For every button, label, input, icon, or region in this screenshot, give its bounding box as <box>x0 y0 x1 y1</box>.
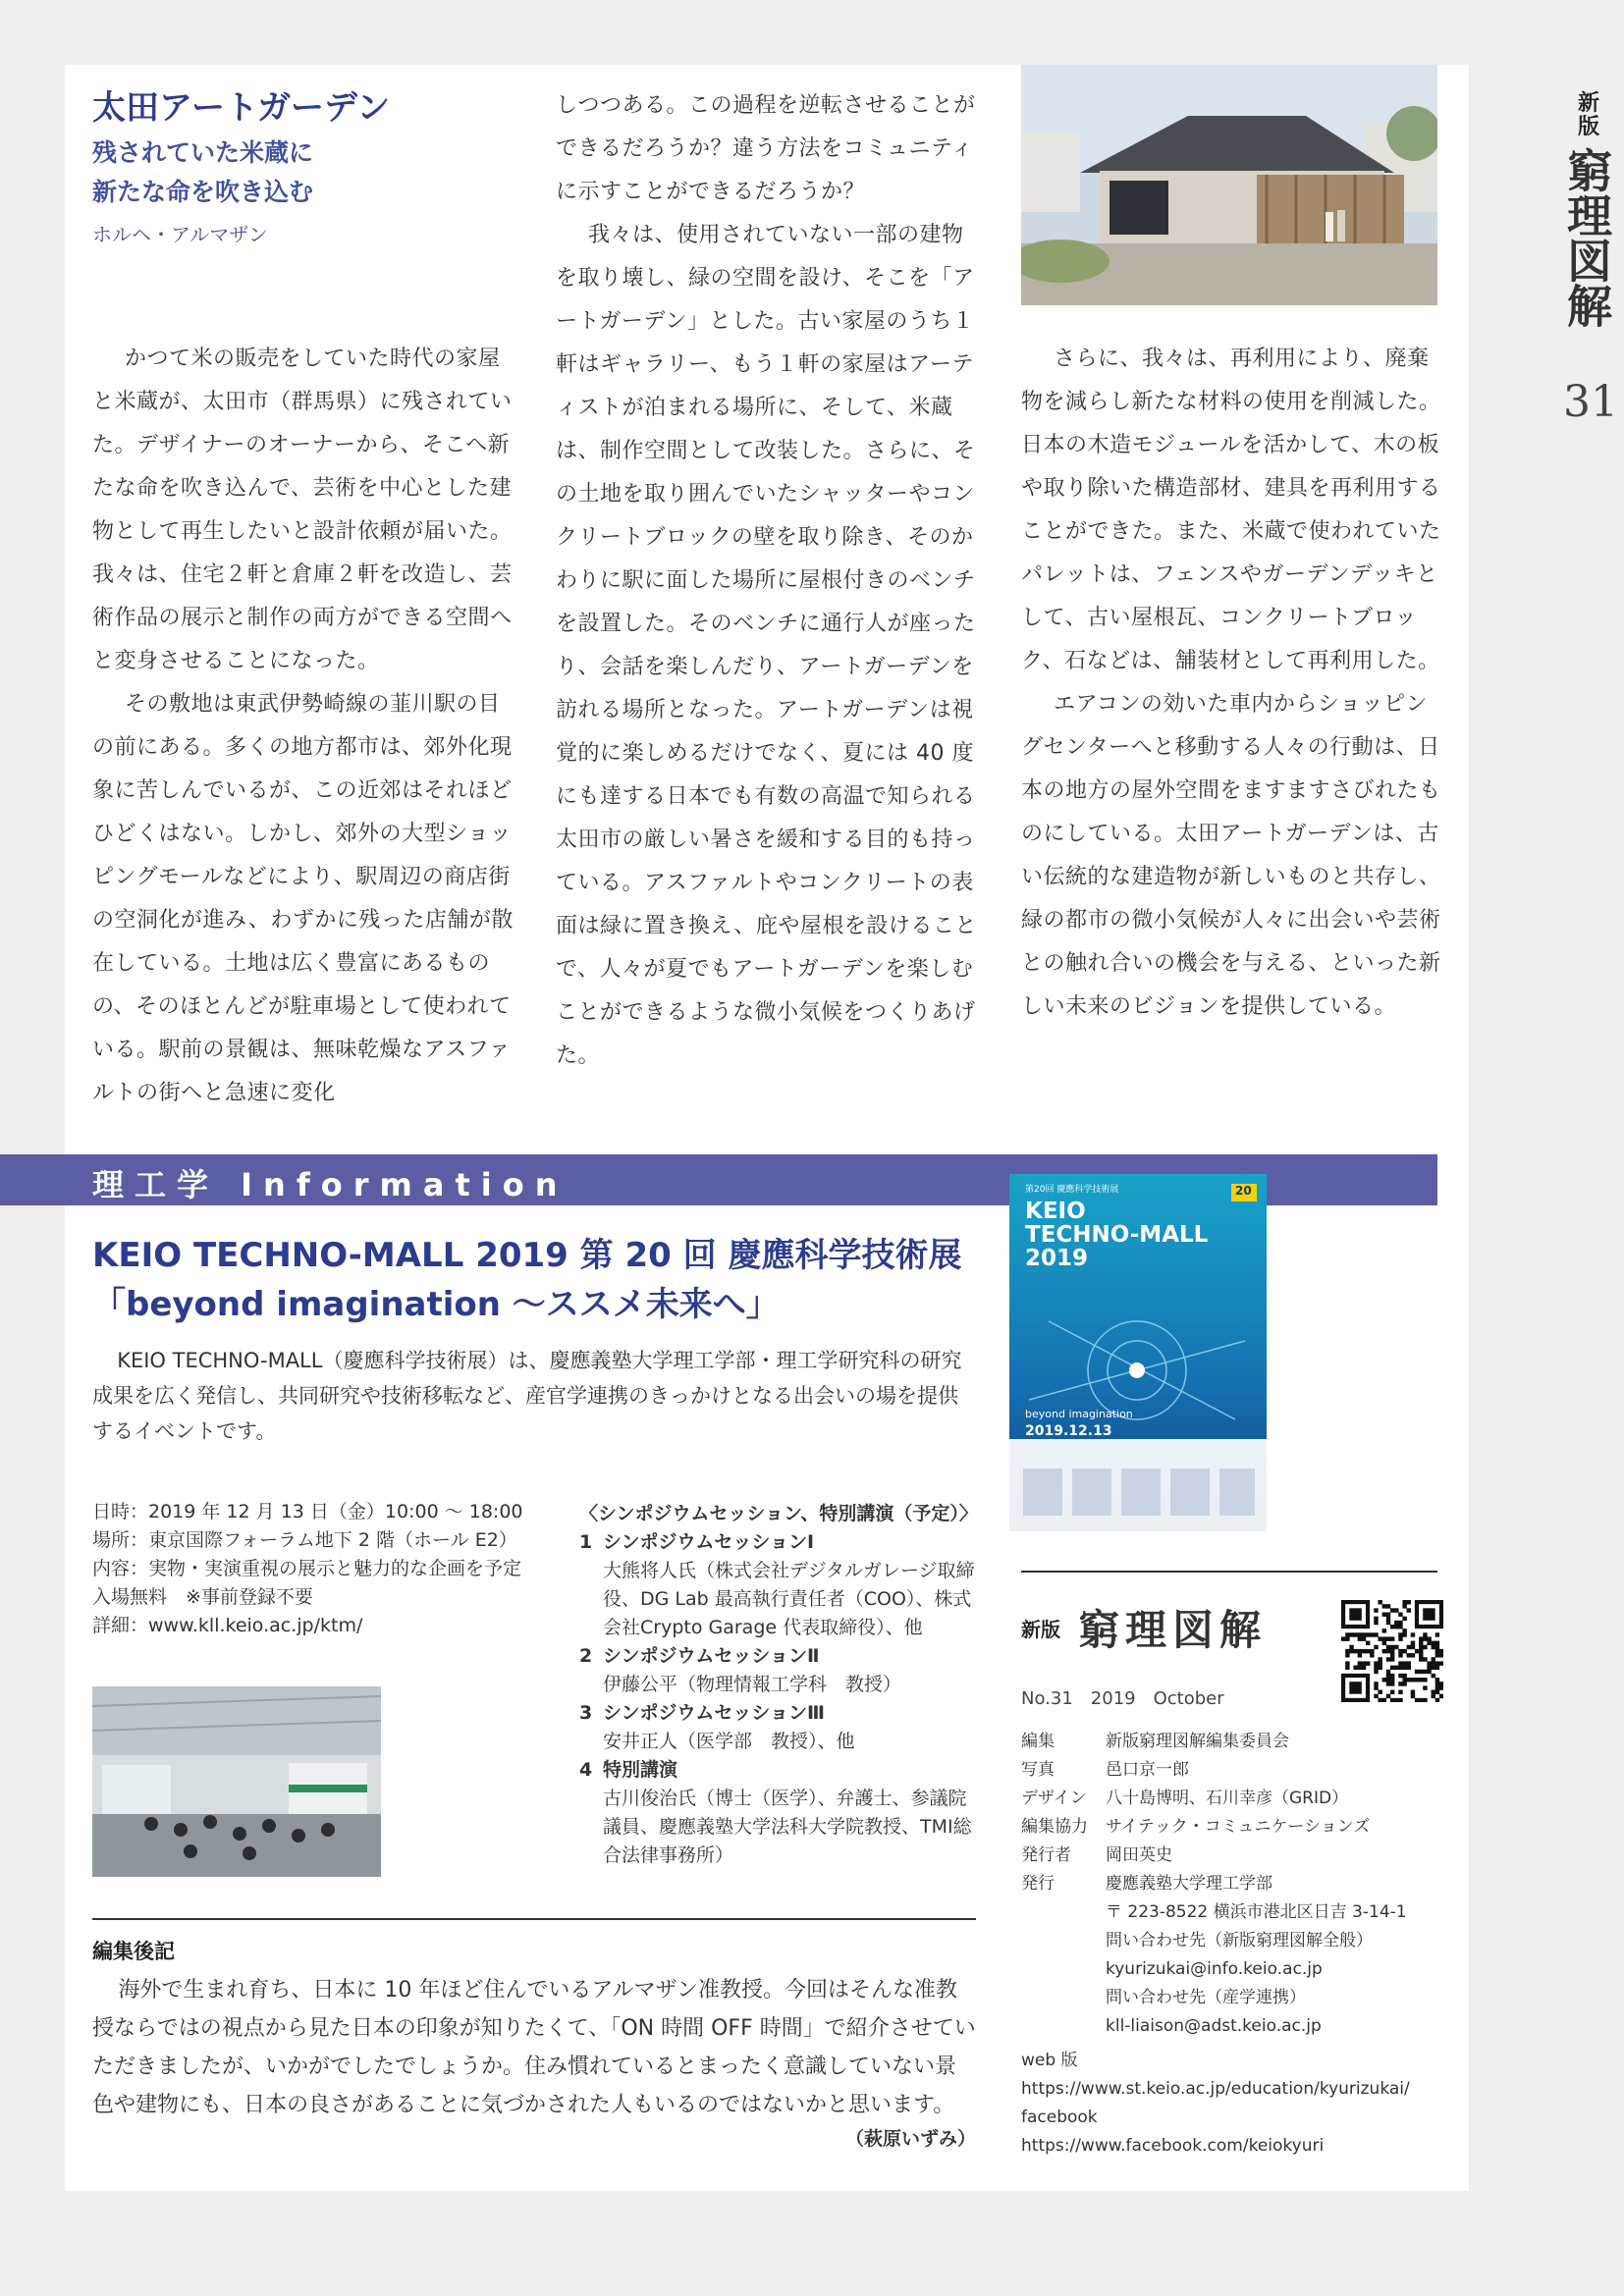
symposium-item <box>579 1528 978 1642</box>
art-garden-photo <box>1021 65 1437 305</box>
credit-key: 編集協力 <box>1021 1817 1088 1837</box>
postscript-divider <box>92 1918 976 1920</box>
postscript-block <box>92 1936 976 2151</box>
col2-paragraph-2: 我々は、使用されていない一部の建物を取り壊し、緑の空間を設け、そこを「アートガーデン」とした。古い家屋のうち１軒はギャラリー、もう１軒の家屋はアーティストが泊まれる場所に、そして、米蔵は、制作空間として改装した。さらに、その土地を取り囲んでいたシャッターやコンクリートブロックの壁を取り除き、そのかわりに駅に面した場所に屋根付きのベンチを設置した。そのベンチに通行人が座ったり、会話を楽しんだり、アートガーデンを訪れる場所となった。アートガーデンは視覚的に楽しめるだけでなく、夏には 40 度にも達する日本でも有数の高温で知られる太田市の厳しい暑さを緩和する目的も持っている。アスファルトやコンクリートの表面は緑に置き換え、庇や屋根を設けることで、人々が夏でもアートガーデンを楽しむことができるような微小気候をつくりあげた。 <box>556 223 977 1068</box>
qr-code-icon[interactable] <box>1341 1600 1443 1702</box>
web-label: web 版 <box>1021 2051 1078 2070</box>
masthead <box>1021 1598 1335 1710</box>
credit-row <box>1021 1785 1437 1813</box>
article-column-2 <box>556 84 980 1078</box>
col2-paragraph-1: しつつある。この過程を逆転させることができるだろうか？違う方法をコミュニティに示すことができるだろうか？ <box>556 93 976 204</box>
credit-key: デザイン <box>1021 1789 1087 1808</box>
credit-value: 邑口京一郎 <box>1106 1760 1189 1780</box>
credit-row <box>1021 1927 1437 1955</box>
event-intro: KEIO TECHNO-MALL（慶應科学技術展）は、慶應義塾大学理工学部・理工学研究科の研究成果を広く発信し、共同研究や技術移転など、産官学連携のきっかけとなる出会いの場を提供するイベントです。 <box>92 1349 962 1443</box>
poster-date: 2019.12.13 <box>1025 1423 1112 1439</box>
side-new-label: 新版 <box>1577 91 1599 139</box>
credit-value[interactable]: kll-liaison@adst.keio.ac.jp <box>1106 2016 1322 2036</box>
credit-value: 岡田英史 <box>1106 1845 1172 1865</box>
credit-key: 編集 <box>1021 1732 1055 1751</box>
col1-paragraph-1: かつて米の販売をしていた時代の家屋と米蔵が、太田市（群馬県）に残されていた。デザイナーのオーナーから、そこへ新たな命を吹き込んで、芸術を中心とした建物として再生したいと設計依頼が届いた。我々は、住宅２軒と倉庫２軒を改造し、芸術作品の展示と制作の両方ができる空間へと変身させることになった。 <box>92 347 513 673</box>
credit-row <box>1021 1842 1437 1870</box>
poster-title-line-2: TECHNO-MALL <box>1025 1222 1209 1248</box>
event-place: 場所：東京国際フォーラム地下 2 階（ホール E2） <box>92 1529 517 1551</box>
credit-key <box>1021 1984 1106 2012</box>
event-intro-block <box>92 1343 976 1449</box>
credit-value: 〒 223-8522 横浜市港北区日吉 3-14-1 <box>1106 1902 1407 1922</box>
article-column-3 <box>1021 338 1443 1029</box>
symposium-speaker: 伊藤公平（物理情報工学科 教授） <box>603 1674 902 1695</box>
article-subtitle-1: 残されていた米蔵に <box>92 138 314 167</box>
credit-key: 写真 <box>1021 1760 1055 1780</box>
symposium-item <box>579 1642 978 1699</box>
credit-value[interactable]: kyurizukai@info.keio.ac.jp <box>1106 1959 1323 1979</box>
credit-row <box>1021 2012 1437 2041</box>
credit-row <box>1021 1984 1437 2012</box>
credit-key <box>1021 2012 1106 2041</box>
credit-key <box>1021 1955 1106 1984</box>
facebook-url-link[interactable]: https://www.facebook.com/keiokyuri <box>1021 2136 1325 2156</box>
symposium-item <box>579 1756 978 1870</box>
event-title-line-2: 「beyond imagination ～ススメ未来へ」 <box>92 1285 780 1324</box>
credit-value: 問い合わせ先（産学連携） <box>1106 1988 1306 2007</box>
symposium-number: 3 <box>579 1702 593 1724</box>
exhibition-hall-photo <box>92 1686 381 1877</box>
masthead-new-label: 新版 <box>1021 1617 1060 1641</box>
symposium-number: 2 <box>579 1645 593 1667</box>
credit-key: 発行者 <box>1021 1845 1071 1865</box>
credit-value: 新版窮理図解編集委員会 <box>1106 1732 1289 1751</box>
side-title: 窮理図解 <box>1560 147 1613 328</box>
symposium-title: シンポジウムセッションⅡ <box>603 1645 820 1667</box>
credit-row <box>1021 1756 1437 1785</box>
credit-row <box>1021 1955 1437 1984</box>
event-details <box>92 1498 554 1640</box>
article-column-1 <box>92 338 516 1115</box>
symposium-heading: 〈シンポジウムセッション、特別講演（予定）〉 <box>579 1503 978 1524</box>
web-links <box>1021 2047 1437 2161</box>
poster-title-line-3: 2019 <box>1025 1246 1089 1271</box>
credit-row <box>1021 1813 1437 1842</box>
credit-key: 発行 <box>1021 1874 1055 1894</box>
credit-key <box>1021 1927 1106 1955</box>
event-date: 日時：2019 年 12 月 13 日（金）10:00 ～ 18:00 <box>92 1501 523 1522</box>
postscript-text: 海外で生まれ育ち、日本に 10 年ほど住んでいるアルマザン准教授。今回はそんな准教授ならではの視点から見た日本の印象が知りたくて、「ON 時間 OFF 時間」で紹介させていただきましたが、いかがでしたでしょうか。住み慣れているとまったく意識していない景色や建物にも、日本の良さがあることに気づかされた人もいるのではないかと思います。 <box>92 1978 976 2117</box>
side-issue-number: 31 <box>1563 377 1618 427</box>
article-header <box>92 86 524 249</box>
symposium-list <box>579 1500 978 1870</box>
article-author: ホルヘ・アルマザン <box>92 223 268 246</box>
masthead-divider <box>1021 1571 1437 1573</box>
event-url[interactable]: 詳細：www.kll.keio.ac.jp/ktm/ <box>92 1615 363 1636</box>
credits-list <box>1021 1728 1437 2161</box>
masthead-title: 窮理図解 <box>1078 1606 1268 1654</box>
credit-value: 問い合わせ先（新版窮理図解全般） <box>1106 1931 1373 1950</box>
poster-title-line-1: KEIO <box>1025 1199 1086 1224</box>
symposium-title: 特別講演 <box>603 1759 678 1781</box>
symposium-item <box>579 1699 978 1756</box>
symposium-speaker: 安井正人（医学部 教授）、他 <box>603 1731 855 1752</box>
credit-row <box>1021 1870 1437 1898</box>
poster-badge: 20 <box>1235 1184 1252 1198</box>
credit-key <box>1021 1898 1106 1927</box>
web-url-link[interactable]: https://www.st.keio.ac.jp/education/kyurizukai/ <box>1021 2079 1410 2099</box>
event-header <box>92 1231 996 1329</box>
credit-row <box>1021 1728 1437 1756</box>
event-admission: 入場無料 ※事前登録不要 <box>92 1586 313 1608</box>
credit-row <box>1021 1898 1437 1927</box>
poster-title <box>1025 1200 1208 1270</box>
symposium-speaker: 大熊将人氏（株式会社デジタルガレージ取締役、DG Lab 最高執行責任者（COO）、株式会社Crypto Garage 代表取締役）、他 <box>603 1560 975 1638</box>
article-title: 太田アートガーデン <box>92 88 391 128</box>
postscript-signature: （萩原いずみ） <box>844 2128 976 2150</box>
credit-value: サイテック・コミュニケーションズ <box>1106 1817 1371 1837</box>
information-bar-label: 理工学 Information <box>92 1166 568 1203</box>
col3-paragraph-1: さらに、我々は、再利用により、廃棄物を減らし新たな材料の使用を削減した。日本の木造モジュールを活かして、木の板や取り除いた構造部材、建具を再利用することができた。また、米蔵で使われていたパレットは、フェンスやガーデンデッキとして、古い屋根瓦、コンクリートブロック、石などは、舗装材として再利用した。 <box>1021 347 1441 673</box>
facebook-label: facebook <box>1021 2108 1098 2127</box>
symposium-number: 4 <box>579 1759 593 1781</box>
credit-value: 慶應義塾大学理工学部 <box>1106 1874 1272 1894</box>
symposium-speaker: 古川俊治氏（博士（医学）、弁護士、参議院議員、慶應義塾大学法科大学院教授、TMI総合法律事務所） <box>603 1788 972 1866</box>
masthead-issue: No.31 2019 October <box>1021 1688 1224 1709</box>
poster-tagline: beyond imagination <box>1025 1408 1133 1420</box>
event-title-line-1: KEIO TECHNO-MALL 2019 第 20 回 慶應科学技術展 <box>92 1236 962 1275</box>
event-content: 内容：実物・実演重視の展示と魅力的な企画を予定 <box>92 1558 522 1579</box>
symposium-title: シンポジウムセッションⅠ <box>603 1531 815 1553</box>
col1-paragraph-2: その敷地は東武伊勢崎線の韮川駅の目の前にある。多くの地方都市は、郊外化現象に苦しんでいるが、この近郊はそれほどひどくはない。しかし、郊外の大型ショッピングモールなどにより、駅周辺の商店街の空洞化が進み、わずかに残った店舗が散在している。土地は広く豊富にあるものの、そのほとんどが駐車場として使われている。駅前の景観は、無味乾燥なアスファルトの街へと急速に変化 <box>92 692 514 1105</box>
postscript-title: 編集後記 <box>92 1940 175 1963</box>
credit-value: 八十島博明、石川幸彦（GRID） <box>1106 1789 1349 1808</box>
poster-header: 第20回 慶應科学技術展 <box>1025 1185 1119 1195</box>
symposium-title: シンポジウムセッションⅢ <box>603 1702 825 1724</box>
article-subtitle-2: 新たな命を吹き込む <box>92 178 314 206</box>
symposium-number: 1 <box>579 1531 593 1553</box>
col3-paragraph-2: エアコンの効いた車内からショッピングセンターへと移動する人々の行動は、日本の地方の屋外空間をますますさびれたものにしている。太田アートガーデンは、古い伝統的な建造物が新しいものと共存し、緑の都市の微小気候が人々に出会いや芸術との触れ合いの機会を与える、といった新しい未来のビジョンを提供している。 <box>1021 692 1441 1019</box>
techno-mall-poster <box>1009 1174 1267 1531</box>
